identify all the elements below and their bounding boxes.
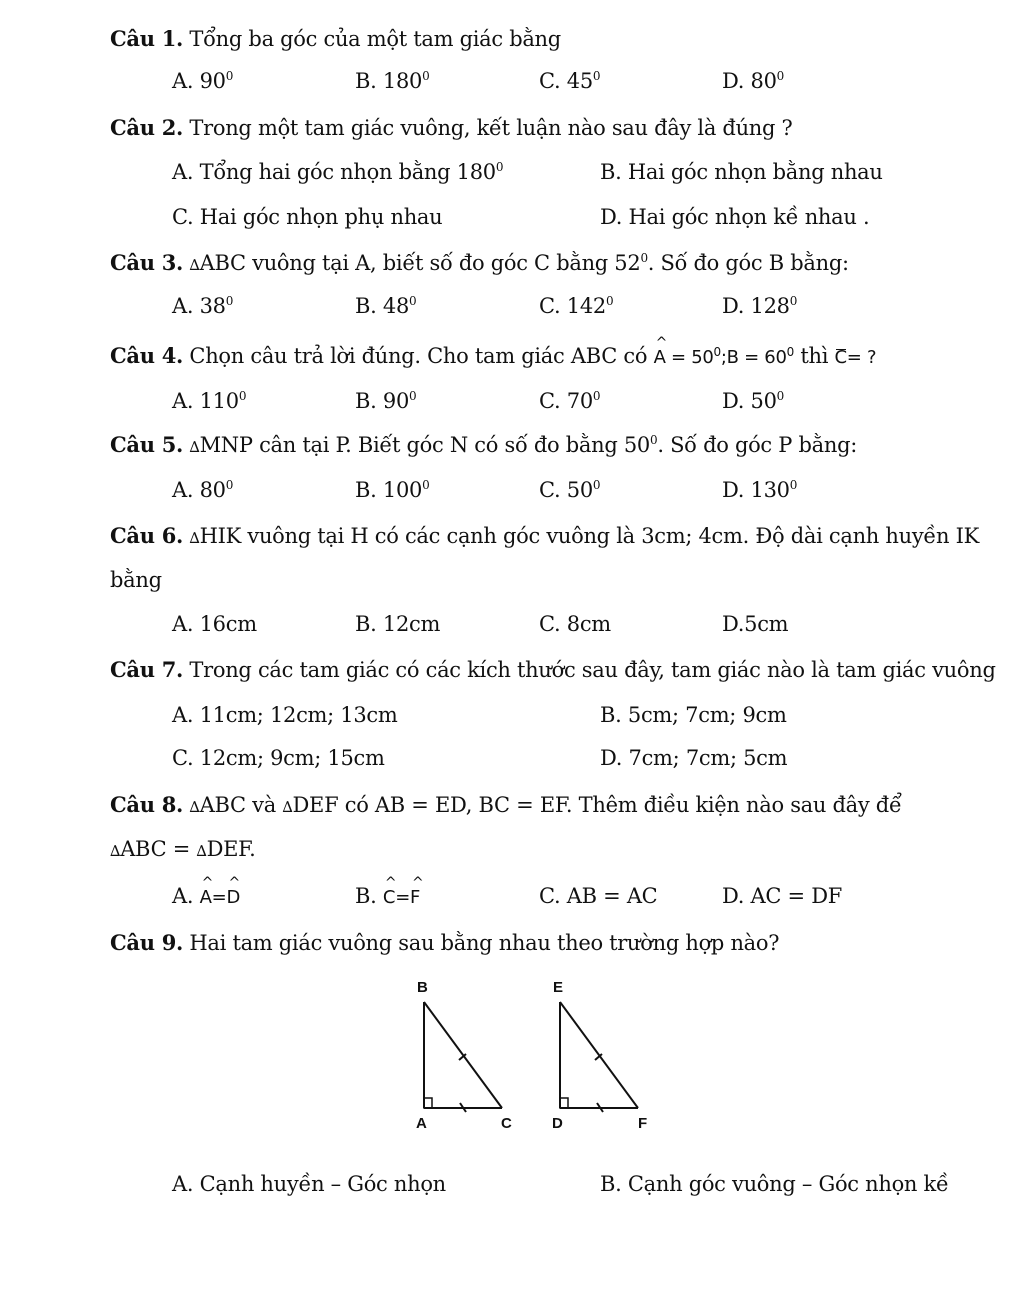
question-label: Câu 3. <box>110 250 184 275</box>
q6-option-c[interactable]: C. 8cm <box>539 612 611 636</box>
question-6-continued: bằng <box>110 568 162 592</box>
right-triangles-figure <box>400 970 660 1140</box>
question-text: MNP cân tại P. Biết góc N có số đo bằng 50 <box>199 433 650 457</box>
question-8: Câu 8. ∆ABC và ∆DEF có AB = ED, BC = EF. Thêm điều kiện nào sau đây để <box>110 792 902 817</box>
q5-option-d[interactable]: D. $130^0$ <box>722 478 798 502</box>
angle-expression: ^ $A = 50^0;B = 60^0$ <box>654 347 794 368</box>
question-label: Câu 7. <box>110 657 184 682</box>
q4-option-b[interactable]: B. $90^0$ <box>355 389 417 413</box>
question-text: HIK vuông tại H có các cạnh góc vuông là 3cm; 4cm. Độ dài cạnh huyền IK <box>199 524 980 548</box>
q4-option-d[interactable]: D. $50^0$ <box>722 389 785 413</box>
question-text: Hai tam giác vuông sau bằng nhau theo trường hợp nào? <box>189 931 780 955</box>
q8-option-a[interactable]: A. ^ A=^ D <box>172 884 240 908</box>
q3-option-b[interactable]: B. $48^0$ <box>355 294 417 318</box>
triangle-symbol: ∆ <box>189 256 200 274</box>
q3-option-d[interactable]: D. $128^0$ <box>722 294 798 318</box>
triangle-abc <box>416 979 512 1132</box>
q1-option-d[interactable]: D. $80^0$ <box>722 69 785 93</box>
q2-option-a[interactable]: A. Tổng hai góc nhọn bằng $180^0$ <box>172 160 504 184</box>
question-8-continued: ∆ABC = ∆DEF. <box>110 837 256 861</box>
q1-option-c[interactable]: C. $45^0$ <box>539 69 601 93</box>
q2-option-c[interactable]: C. Hai góc nhọn phụ nhau <box>172 205 443 229</box>
q7-option-d[interactable]: D. 7cm; 7cm; 5cm <box>600 746 788 770</box>
question-label: Câu 8. <box>110 792 184 817</box>
q3-option-a[interactable]: A. $38^0$ <box>172 294 234 318</box>
question-text: Chọn câu trả lời đúng. Cho tam giác ABC có <box>189 344 648 368</box>
q7-option-b[interactable]: B. 5cm; 7cm; 9cm <box>600 703 787 727</box>
q9-option-a[interactable]: A. Cạnh huyền – Góc nhọn <box>172 1172 446 1196</box>
q5-option-b[interactable]: B. $100^0$ <box>355 478 430 502</box>
q8-option-d[interactable]: D. AC = DF <box>722 884 843 908</box>
q9-option-b[interactable]: B. Cạnh góc vuông – Góc nhọn kề <box>600 1172 949 1196</box>
question-text: ABC vuông tại A, biết số đo góc C bằng 52 <box>199 251 641 275</box>
question-5: Câu 5. ∆MNP cân tại P. Biết góc N có số đo bằng $50^0$. Số đo góc P bằng: <box>110 432 857 457</box>
q8-option-b[interactable]: B. ^ C=^ F <box>355 884 420 908</box>
triangle-def <box>552 979 647 1132</box>
question-6: Câu 6. ∆HIK vuông tại H có các cạnh góc vuông là 3cm; 4cm. Độ dài cạnh huyền IK <box>110 523 980 548</box>
vertex-a: A <box>416 1115 427 1132</box>
question-label: Câu 4. <box>110 343 184 368</box>
question-label: Câu 6. <box>110 523 184 548</box>
question-label: Câu 2. <box>110 115 184 140</box>
vertex-f: F <box>638 1115 648 1132</box>
vertex-e: E <box>553 979 564 996</box>
question-text: Trong các tam giác có các kích thước sau đây, tam giác nào là tam giác vuông <box>189 658 996 682</box>
vertex-b: B <box>417 979 428 996</box>
question-label: Câu 9. <box>110 930 184 955</box>
question-text: Trong một tam giác vuông, kết luận nào sau đây là đúng ? <box>189 116 793 140</box>
question-text: Tổng ba góc của một tam giác bằng <box>189 27 561 51</box>
q7-option-c[interactable]: C. 12cm; 9cm; 15cm <box>172 746 385 770</box>
q6-option-b[interactable]: B. 12cm <box>355 612 441 636</box>
question-2 <box>110 115 793 140</box>
q8-option-c[interactable]: C. AB = AC <box>539 884 658 908</box>
question-label: Câu 1. <box>110 26 184 51</box>
question-text: DEF có AB = ED, BC = EF. Thêm điều kiện nào sau đây để <box>292 793 902 817</box>
q2-option-d[interactable]: D. Hai góc nhọn kề nhau . <box>600 205 870 229</box>
q1-option-b[interactable]: B. $180^0$ <box>355 69 430 93</box>
q7-option-a[interactable]: A. 11cm; 12cm; 13cm <box>172 703 398 727</box>
q4-option-c[interactable]: C. $70^0$ <box>539 389 601 413</box>
question-4: Câu 4. Chọn câu trả lời đúng. Cho tam giác ABC có ^ $A = 50^0;B = 60^0$ thì C= ? <box>110 343 876 368</box>
q6-option-d[interactable]: D.5cm <box>722 612 789 636</box>
question-1 <box>110 26 561 51</box>
question-label: Câu 5. <box>110 432 184 457</box>
q1-option-a[interactable]: A. $90^0$ <box>172 69 234 93</box>
q2-option-b[interactable]: B. Hai góc nhọn bằng nhau <box>600 160 883 184</box>
vertex-c: C <box>501 1115 512 1132</box>
q5-option-a[interactable]: A. $80^0$ <box>172 478 234 502</box>
q6-option-a[interactable]: A. 16cm <box>172 612 257 636</box>
q4-option-a[interactable]: A. $110^0$ <box>172 389 247 413</box>
q5-option-c[interactable]: C. $50^0$ <box>539 478 601 502</box>
q3-option-c[interactable]: C. $142^0$ <box>539 294 614 318</box>
question-3: Câu 3. ∆ABC vuông tại A, biết số đo góc C bằng $52^0$. Số đo góc B bằng: <box>110 250 849 275</box>
question-7 <box>110 657 996 682</box>
vertex-d: D <box>552 1115 563 1132</box>
question-9 <box>110 930 779 955</box>
